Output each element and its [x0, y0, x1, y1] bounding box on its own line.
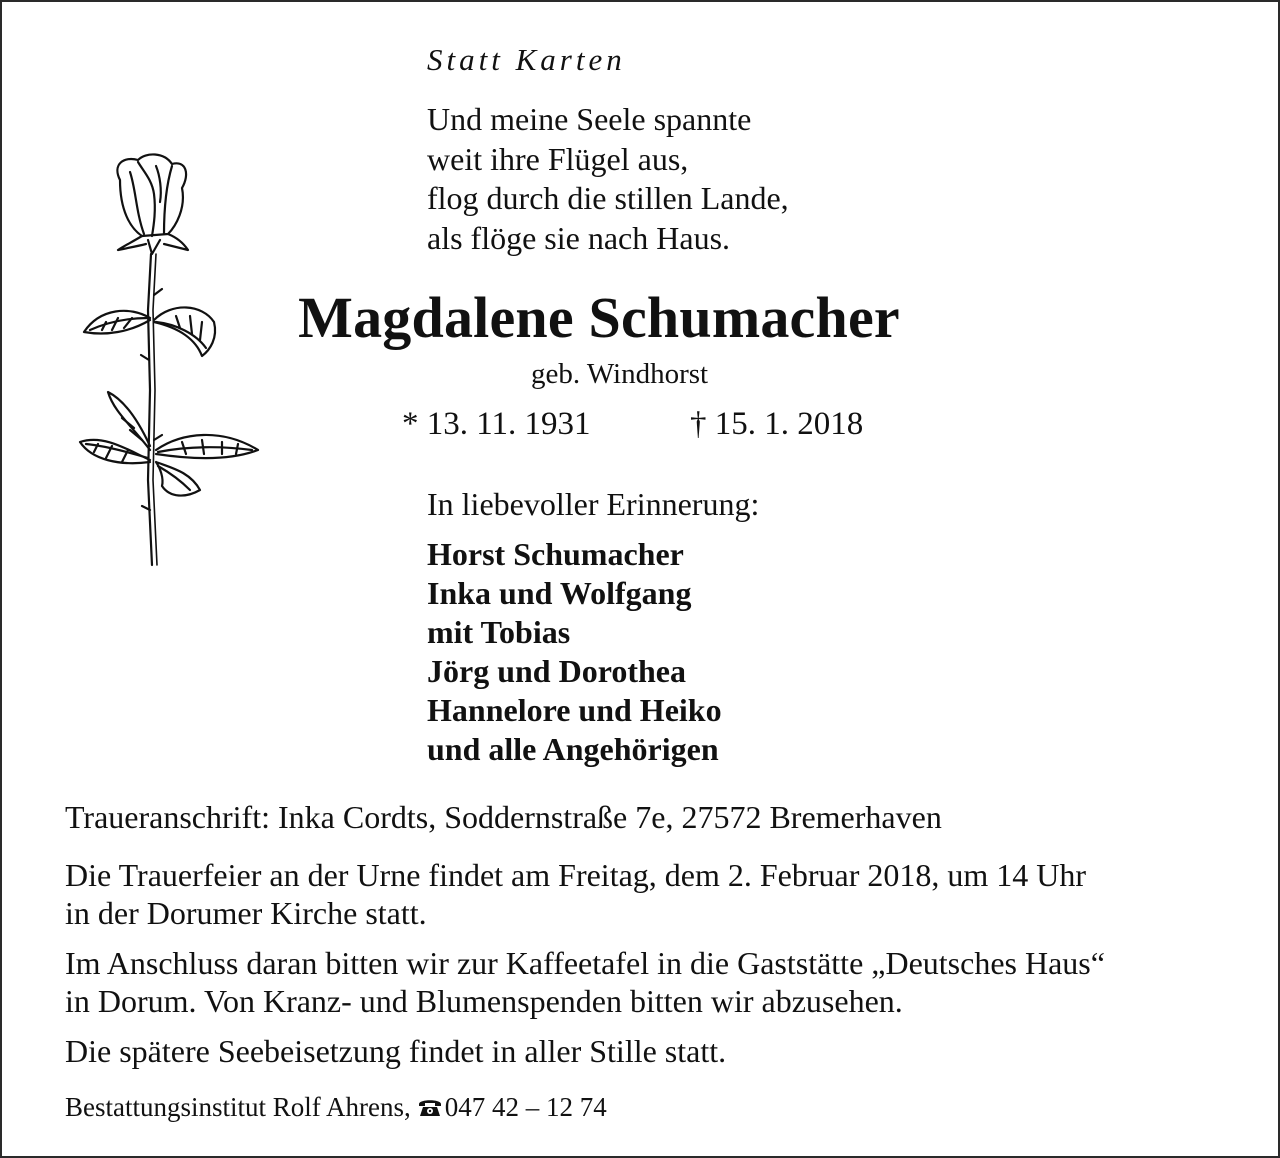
coffee-line: in Dorum. Von Kranz- und Blumenspenden bitten wir abzusehen.	[65, 983, 903, 1019]
poem-line: weit ihre Flügel aus,	[427, 140, 689, 177]
phone-number: 047 42 – 12 74	[444, 1092, 607, 1122]
mourner-entry: mit Tobias	[427, 614, 571, 650]
mourners-list	[427, 535, 722, 769]
mourner-entry: Hannelore und Heiko	[427, 692, 722, 728]
funeral-home-line	[65, 1092, 607, 1125]
coffee-info	[65, 944, 1105, 1020]
mourning-address: Traueranschrift: Inka Cordts, Soddernstraße 7e, 27572 Bremerhaven	[65, 799, 942, 835]
telephone-icon	[417, 1094, 443, 1125]
mourner-entry: Horst Schumacher	[427, 536, 684, 572]
coffee-line: Im Anschluss daran bitten wir zur Kaffeetafel in die Gaststätte „Deutsches Haus“	[65, 945, 1105, 981]
memory-heading: In liebevoller Erinnerung:	[427, 486, 760, 522]
ceremony-line: in der Dorumer Kirche statt.	[65, 895, 427, 931]
poem-line: als flöge sie nach Haus.	[427, 219, 731, 256]
mourner-entry: Jörg und Dorothea	[427, 653, 686, 689]
deceased-name-row	[0, 284, 1280, 351]
rose-illustration	[72, 150, 272, 575]
ceremony-line: Die Trauerfeier an der Urne findet am Freitag, dem 2. Februar 2018, um 14 Uhr	[65, 857, 1087, 893]
memorial-poem	[427, 100, 789, 258]
death-date: † 15. 1. 2018	[690, 406, 864, 442]
burial-info: Die spätere Seebeisetzung findet in aller Stille statt.	[65, 1033, 727, 1069]
born-name: geb. Windhorst	[531, 358, 709, 390]
deceased-name: Magdalene Schumacher	[298, 285, 900, 350]
mourner-entry: und alle Angehörigen	[427, 731, 719, 767]
statt-karten-heading: Statt Karten	[427, 42, 626, 77]
funeral-home-name: Bestattungsinstitut Rolf Ahrens,	[65, 1092, 411, 1122]
poem-line: Und meine Seele spannte	[427, 101, 752, 137]
birth-date: * 13. 11. 1931	[402, 406, 591, 442]
ceremony-info	[65, 856, 1086, 932]
mourner-entry: Inka und Wolfgang	[427, 575, 692, 611]
poem-line: flog durch die stillen Lande,	[427, 180, 789, 216]
